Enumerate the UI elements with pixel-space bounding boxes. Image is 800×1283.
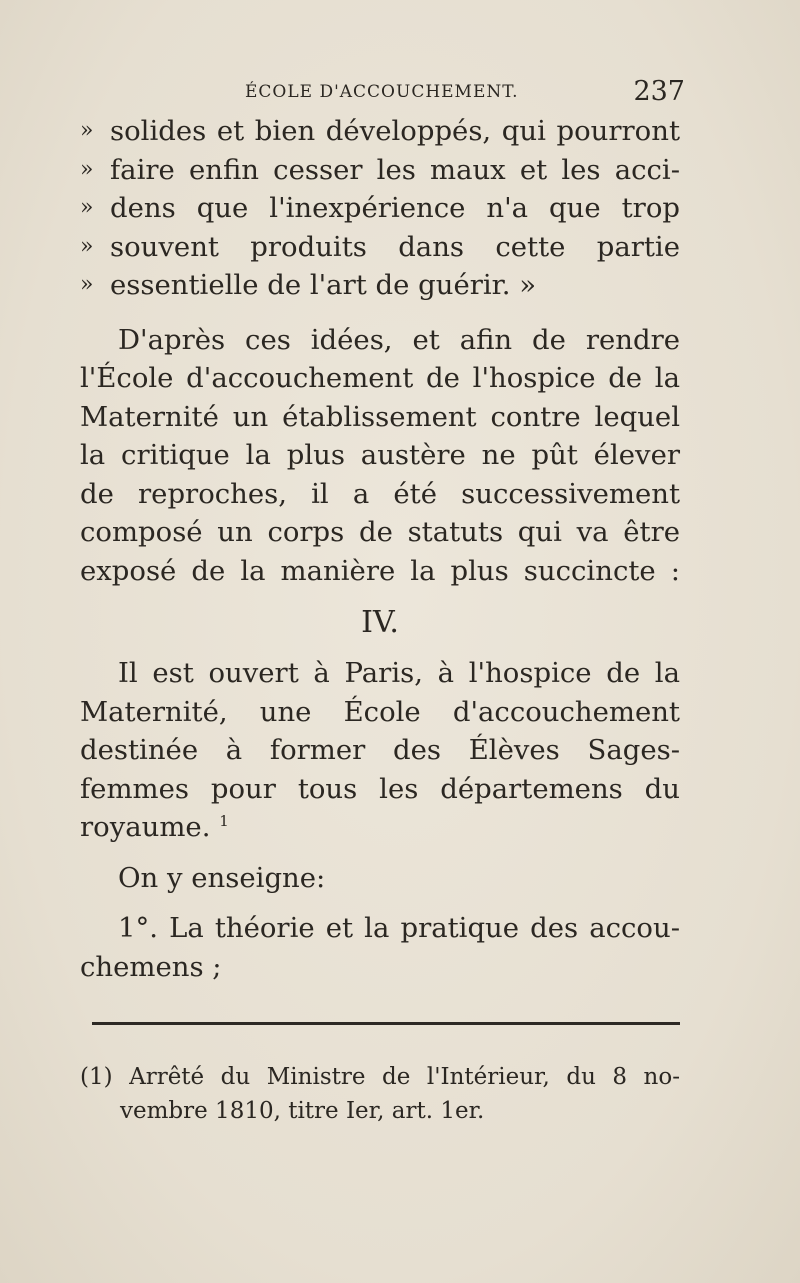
paragraph xyxy=(80,321,680,591)
text-line: On y enseigne: xyxy=(118,861,326,894)
text-line: femmes pour tous les départemens du xyxy=(80,772,680,805)
quote-block xyxy=(80,112,680,305)
text-line: D'après ces idées, et afin de rendre xyxy=(118,323,680,356)
page-number: 237 xyxy=(633,76,685,107)
running-title: ÉCOLE D'ACCOUCHEMENT. xyxy=(245,82,519,102)
footnote-line: vembre 1810, titre Ier, art. 1er. xyxy=(120,1098,485,1124)
footnote-rule xyxy=(92,1022,680,1025)
quote-text: faire enfin cesser les maux et les acci- xyxy=(110,153,680,186)
text-line: exposé de la manière la plus succincte : xyxy=(80,554,680,587)
text-line: Il est ouvert à Paris, à l'hospice de la xyxy=(118,657,680,689)
quote-text: essentielle de l'art de guérir. » xyxy=(110,269,537,301)
quote-line xyxy=(80,228,680,267)
body-text xyxy=(80,112,680,986)
footnote xyxy=(80,1060,680,1128)
paragraph xyxy=(80,654,680,847)
footnote-reference: 1 xyxy=(219,811,229,830)
text-line: de reproches, il a été successivement xyxy=(80,477,680,510)
quote-mark: » xyxy=(80,272,94,297)
text-line xyxy=(80,808,680,847)
paragraph xyxy=(80,909,680,986)
quote-line xyxy=(80,189,680,228)
text-line: Maternité un établissement contre lequel xyxy=(80,400,680,433)
text-line: destinée à former des Élèves Sages- xyxy=(80,734,680,766)
quote-mark: » xyxy=(80,118,94,143)
quote-mark: » xyxy=(80,195,94,220)
section-heading: IV. xyxy=(361,605,399,640)
text-line: Maternité, une École d'accouchement xyxy=(80,695,680,728)
page-header xyxy=(245,76,685,106)
quote-mark: » xyxy=(80,233,94,259)
text-line: composé un corps de statuts qui va être xyxy=(80,516,680,548)
text-line: chemens ; xyxy=(80,950,222,983)
quote-line xyxy=(80,266,680,305)
quote-line xyxy=(80,112,680,151)
text-line: 1°. La théorie et la pratique des accou- xyxy=(118,912,680,944)
paragraph xyxy=(80,859,680,898)
text-line: la critique la plus austère ne pût élever xyxy=(80,439,680,471)
quote-text: solides et bien développés, qui pourront xyxy=(110,115,680,147)
text-run: royaume. xyxy=(80,811,211,843)
quote-line xyxy=(80,151,680,190)
quote-text: dens que l'inexpérience n'a que trop xyxy=(110,192,680,224)
quote-mark: » xyxy=(80,156,94,182)
footnote-line: (1) Arrêté du Ministre de l'Intérieur, du 8 no- xyxy=(80,1064,680,1090)
quote-text: souvent produits dans cette partie xyxy=(110,230,680,263)
text-line: l'École d'accouchement de l'hospice de la xyxy=(80,362,680,394)
